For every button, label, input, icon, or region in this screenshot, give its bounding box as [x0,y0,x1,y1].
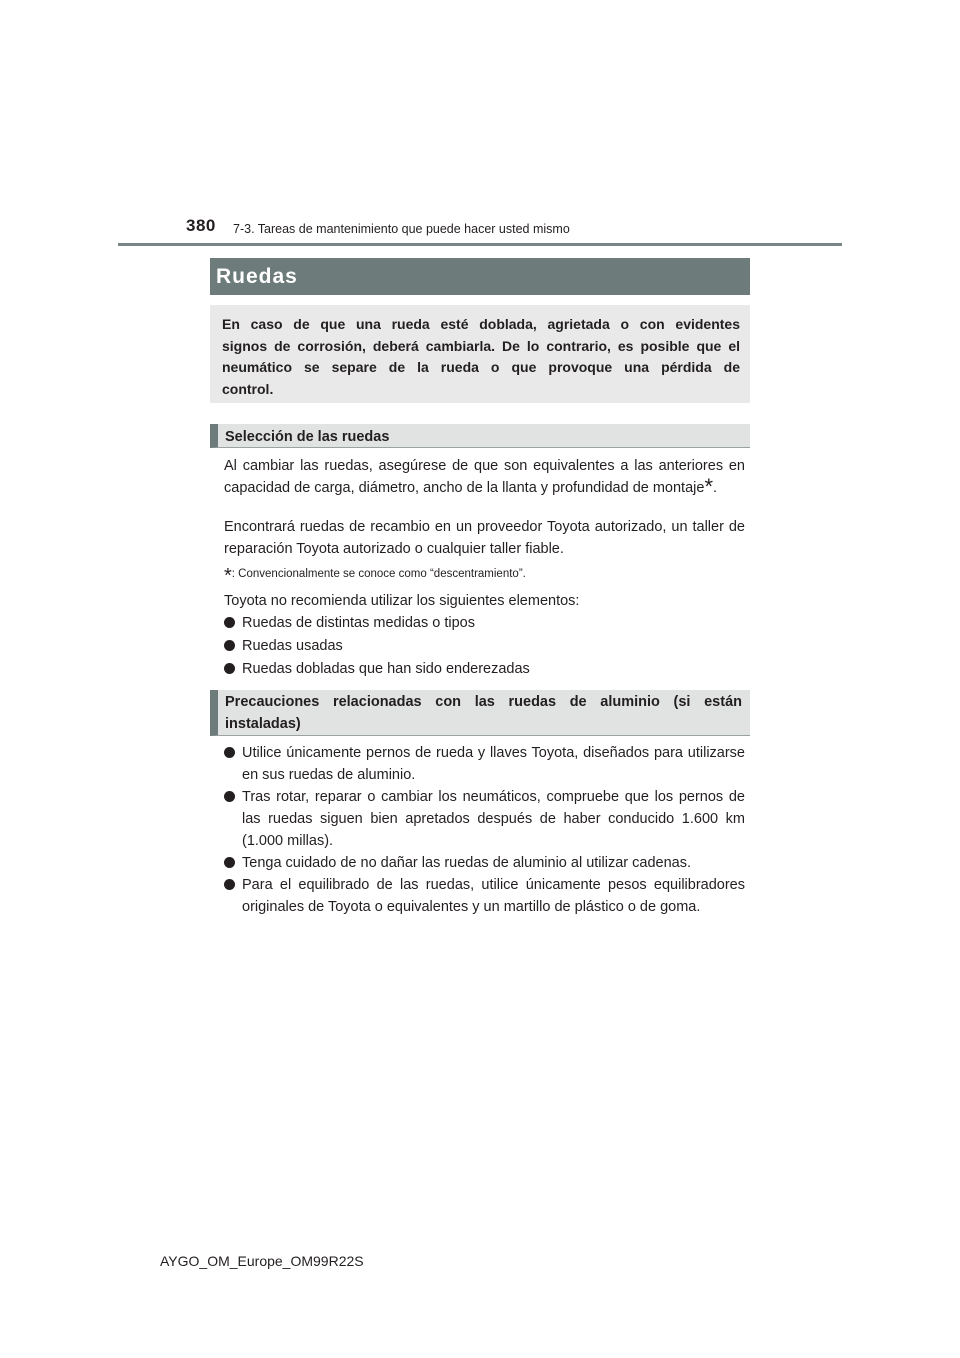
footnote [224,565,526,588]
bullet-icon [224,640,235,651]
list-item: Tras rotar, reparar o cambiar los neumáticos, compruebe que los pernos de las ruedas siguen bien apretados después de haber conducido 1.600 km (1.000 millas). [224,786,745,852]
bullet-icon [224,791,235,802]
page-title: Ruedas [216,265,298,288]
not-recommended-list [224,612,745,680]
subheading-aluminum-wheels: Precauciones relacionadas con las ruedas de aluminio (si están instaladas) [210,690,750,736]
section-breadcrumb: 7-3. Tareas de mantenimiento que puede hacer usted mismo [233,222,570,236]
bullet-icon [224,747,235,758]
list-item: Ruedas dobladas que han sido enderezadas [224,658,745,680]
replacement-paragraph: Encontrará ruedas de recambio en un proveedor Toyota autorizado, un taller de reparación Toyota autorizado o cualquier taller fiable. [224,519,745,557]
bullet-icon [224,663,235,674]
paragraph-end: . [713,480,718,496]
bullet-icon [224,857,235,868]
list-item: Ruedas usadas [224,635,745,657]
footnote-text: : Convencionalmente se conoce como “descentramiento”. [231,568,526,580]
footnote-star: * [224,565,232,587]
wheel-selection-paragraph [224,455,745,499]
list-item: Tenga cuidado de no dañar las ruedas de aluminio al utilizar cadenas. [224,852,745,874]
footnote-marker: * [704,474,713,499]
section-title-bar [210,258,750,295]
page-number: 380 [186,216,216,235]
paragraph-text: Al cambiar las ruedas, asegúrese de que son equivalentes a las anteriores en capacidad de carga, diámetro, ancho de la llanta y profundidad de montaje [224,458,745,496]
warning-box: En caso de que una rueda esté doblada, agrietada o con evidentes signos de corrosión, deberá cambiarla. De lo contrario, es posible que el neumático se separe de la rueda o que provoque una pérdida de control. [210,305,750,403]
list-item: Utilice únicamente pernos de rueda y llaves Toyota, diseñados para utilizarse en sus ruedas de aluminio. [224,742,745,786]
list-item: Para el equilibrado de las ruedas, utilice únicamente pesos equilibradores originales de Toyota o equivalentes y un martillo de plástico o de goma. [224,874,745,918]
not-recommended-intro: Toyota no recomienda utilizar los siguientes elementos: [224,593,580,609]
bullet-icon [224,617,235,628]
header-divider [118,243,842,246]
list-item: Ruedas de distintas medidas o tipos [224,612,745,634]
subheading-wheel-selection: Selección de las ruedas [210,424,750,448]
bullet-icon [224,879,235,890]
footer-model-code: AYGO_OM_Europe_OM99R22S [160,1253,364,1269]
aluminum-precautions-list [224,742,745,918]
